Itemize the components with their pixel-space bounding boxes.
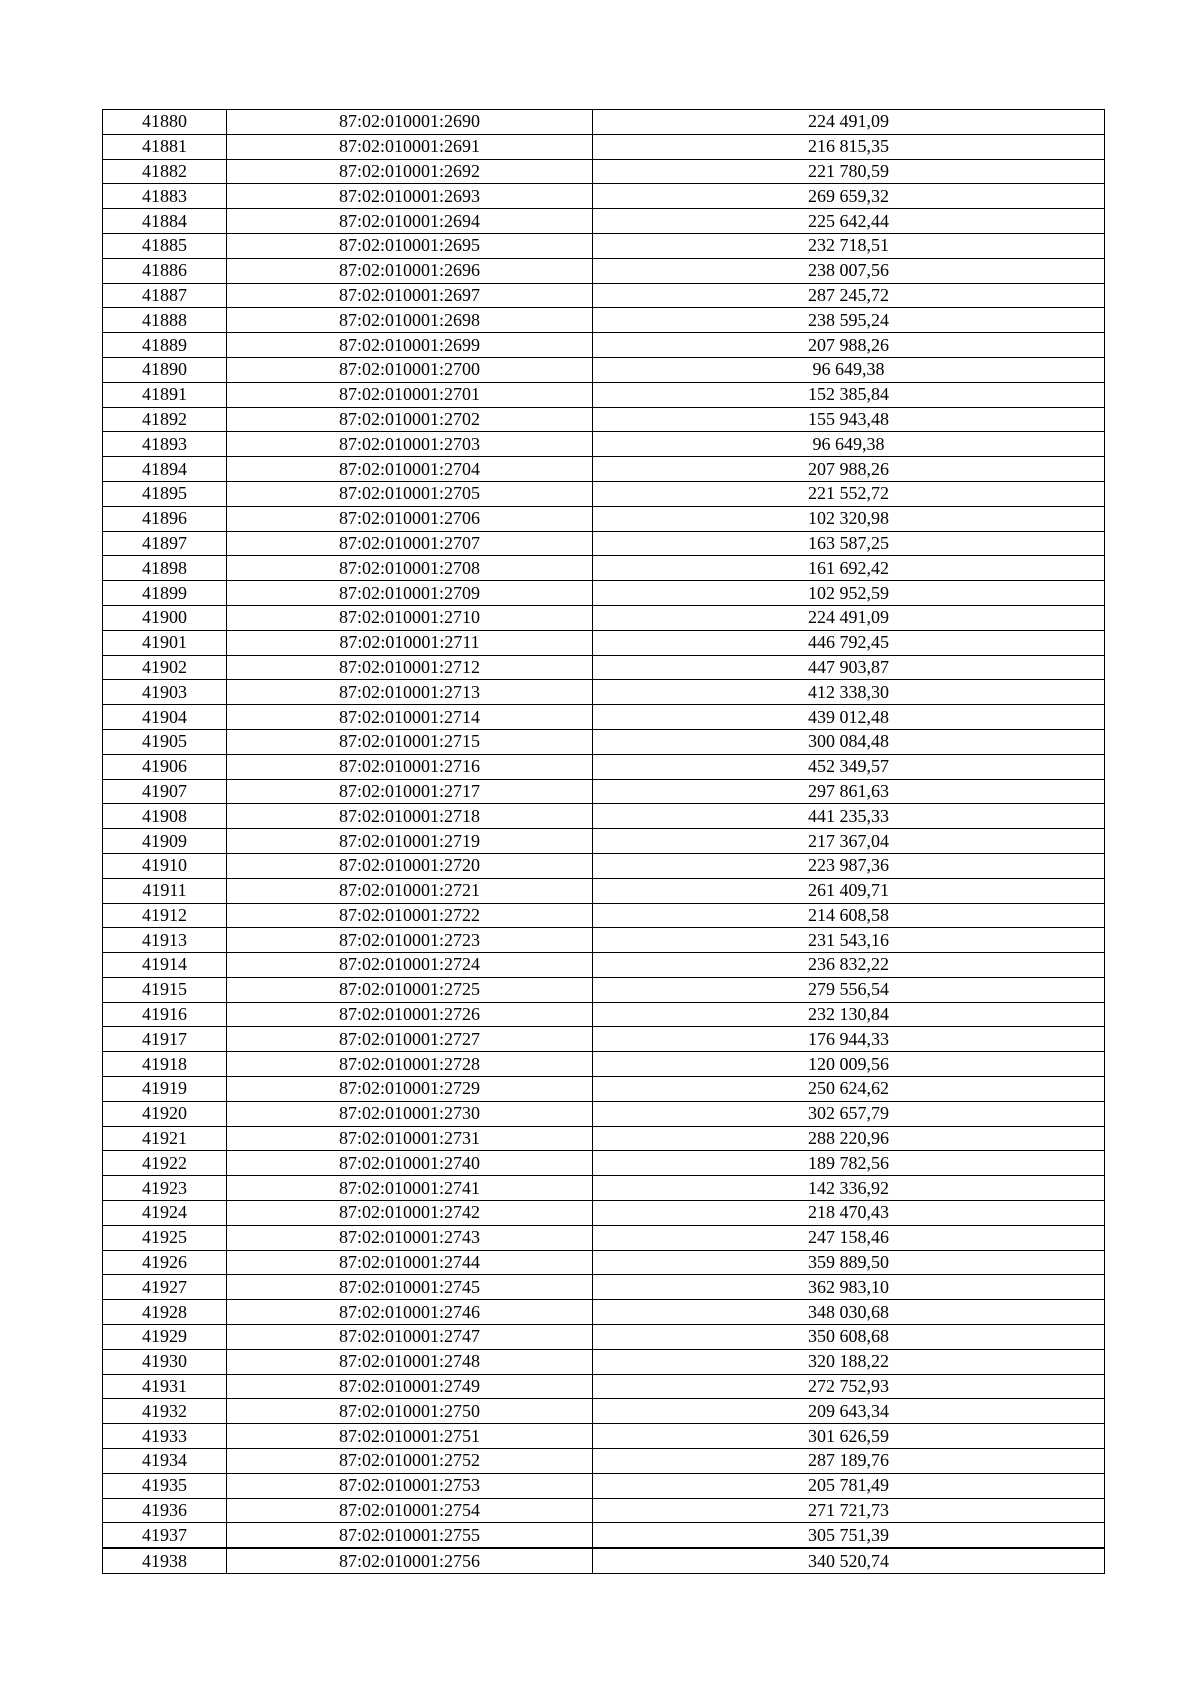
cadastral-value-cell: 217 367,04 [593, 829, 1105, 854]
cadastral-value-cell: 269 659,32 [593, 184, 1105, 209]
cadastral-number-cell: 87:02:010001:2712 [227, 655, 593, 680]
row-number-cell: 41924 [103, 1201, 227, 1226]
row-number-cell: 41912 [103, 903, 227, 928]
cadastral-value-cell: 205 781,49 [593, 1473, 1105, 1498]
row-number-cell: 41934 [103, 1449, 227, 1474]
table-row [103, 804, 1105, 829]
row-number-cell: 41898 [103, 556, 227, 581]
cadastral-number-cell: 87:02:010001:2725 [227, 977, 593, 1002]
cadastral-number-cell: 87:02:010001:2711 [227, 630, 593, 655]
cadastral-number-cell: 87:02:010001:2718 [227, 804, 593, 829]
cadastral-value-cell: 102 952,59 [593, 581, 1105, 606]
cadastral-number-cell: 87:02:010001:2708 [227, 556, 593, 581]
table-row [103, 1002, 1105, 1027]
row-number-cell: 41881 [103, 134, 227, 159]
cadastral-value-cell: 209 643,34 [593, 1399, 1105, 1424]
table-row [103, 1349, 1105, 1374]
row-number-cell: 41922 [103, 1151, 227, 1176]
table-row [103, 357, 1105, 382]
row-number-cell: 41892 [103, 407, 227, 432]
cadastral-number-cell: 87:02:010001:2746 [227, 1300, 593, 1325]
cadastral-number-cell: 87:02:010001:2715 [227, 729, 593, 754]
cadastral-value-cell: 288 220,96 [593, 1126, 1105, 1151]
cadastral-number-cell: 87:02:010001:2724 [227, 953, 593, 978]
cadastral-value-cell: 300 084,48 [593, 729, 1105, 754]
cadastral-number-cell: 87:02:010001:2716 [227, 754, 593, 779]
cadastral-number-cell: 87:02:010001:2731 [227, 1126, 593, 1151]
table-row [103, 283, 1105, 308]
table-row [103, 110, 1105, 135]
cadastral-number-cell: 87:02:010001:2755 [227, 1523, 593, 1548]
row-number-cell: 41935 [103, 1473, 227, 1498]
cadastral-number-cell: 87:02:010001:2726 [227, 1002, 593, 1027]
table-row [103, 1176, 1105, 1201]
row-number-cell: 41921 [103, 1126, 227, 1151]
cadastral-number-cell: 87:02:010001:2719 [227, 829, 593, 854]
row-number-cell: 41895 [103, 481, 227, 506]
table-row [103, 1101, 1105, 1126]
cadastral-number-cell: 87:02:010001:2706 [227, 506, 593, 531]
row-number-cell: 41888 [103, 308, 227, 333]
table-row [103, 1424, 1105, 1449]
cadastral-number-cell: 87:02:010001:2727 [227, 1027, 593, 1052]
table-row [103, 531, 1105, 556]
cadastral-value-cell: 359 889,50 [593, 1250, 1105, 1275]
cadastral-value-cell: 225 642,44 [593, 209, 1105, 234]
cadastral-number-cell: 87:02:010001:2748 [227, 1349, 593, 1374]
table-row [103, 729, 1105, 754]
row-number-cell: 41913 [103, 928, 227, 953]
row-number-cell: 41900 [103, 605, 227, 630]
cadastral-number-cell: 87:02:010001:2702 [227, 407, 593, 432]
cadastral-number-cell: 87:02:010001:2751 [227, 1424, 593, 1449]
cadastral-number-cell: 87:02:010001:2699 [227, 333, 593, 358]
cadastral-value-cell: 261 409,71 [593, 878, 1105, 903]
cadastral-value-cell: 446 792,45 [593, 630, 1105, 655]
table-row [103, 159, 1105, 184]
cadastral-number-cell: 87:02:010001:2752 [227, 1449, 593, 1474]
table-row [103, 233, 1105, 258]
cadastral-number-cell: 87:02:010001:2740 [227, 1151, 593, 1176]
table-row [103, 878, 1105, 903]
cadastral-value-cell: 176 944,33 [593, 1027, 1105, 1052]
table-row [103, 184, 1105, 209]
cadastral-value-cell: 152 385,84 [593, 382, 1105, 407]
cadastral-value-cell: 340 520,74 [593, 1548, 1105, 1573]
table-row [103, 1548, 1105, 1573]
table-row [103, 655, 1105, 680]
cadastral-value-cell: 224 491,09 [593, 605, 1105, 630]
table-row [103, 1275, 1105, 1300]
cadastral-value-cell: 224 491,09 [593, 110, 1105, 135]
cadastral-value-cell: 287 245,72 [593, 283, 1105, 308]
table-row [103, 209, 1105, 234]
cadastral-number-cell: 87:02:010001:2745 [227, 1275, 593, 1300]
row-number-cell: 41920 [103, 1101, 227, 1126]
row-number-cell: 41893 [103, 432, 227, 457]
table-row [103, 605, 1105, 630]
cadastral-number-cell: 87:02:010001:2744 [227, 1250, 593, 1275]
cadastral-number-cell: 87:02:010001:2723 [227, 928, 593, 953]
cadastral-value-cell: 232 718,51 [593, 233, 1105, 258]
cadastral-number-cell: 87:02:010001:2753 [227, 1473, 593, 1498]
cadastral-value-cell: 207 988,26 [593, 333, 1105, 358]
cadastral-number-cell: 87:02:010001:2694 [227, 209, 593, 234]
cadastral-value-cell: 272 752,93 [593, 1374, 1105, 1399]
cadastral-value-cell: 350 608,68 [593, 1325, 1105, 1350]
cadastral-number-cell: 87:02:010001:2750 [227, 1399, 593, 1424]
cadastral-value-cell: 207 988,26 [593, 457, 1105, 482]
row-number-cell: 41902 [103, 655, 227, 680]
cadastral-value-cell: 271 721,73 [593, 1498, 1105, 1523]
table-row [103, 630, 1105, 655]
cadastral-value-cell: 163 587,25 [593, 531, 1105, 556]
cadastral-value-table [102, 109, 1105, 1574]
table-row [103, 1473, 1105, 1498]
cadastral-value-cell: 305 751,39 [593, 1523, 1105, 1548]
row-number-cell: 41907 [103, 779, 227, 804]
table-row [103, 382, 1105, 407]
cadastral-value-cell: 447 903,87 [593, 655, 1105, 680]
cadastral-number-cell: 87:02:010001:2742 [227, 1201, 593, 1226]
row-number-cell: 41880 [103, 110, 227, 135]
table-row [103, 1077, 1105, 1102]
table-row [103, 134, 1105, 159]
table-row [103, 258, 1105, 283]
row-number-cell: 41906 [103, 754, 227, 779]
cadastral-value-cell: 287 189,76 [593, 1449, 1105, 1474]
cadastral-value-cell: 189 782,56 [593, 1151, 1105, 1176]
cadastral-value-cell: 247 158,46 [593, 1225, 1105, 1250]
row-number-cell: 41915 [103, 977, 227, 1002]
cadastral-number-cell: 87:02:010001:2696 [227, 258, 593, 283]
row-number-cell: 41891 [103, 382, 227, 407]
row-number-cell: 41930 [103, 1349, 227, 1374]
cadastral-number-cell: 87:02:010001:2701 [227, 382, 593, 407]
cadastral-value-cell: 214 608,58 [593, 903, 1105, 928]
cadastral-value-cell: 238 595,24 [593, 308, 1105, 333]
cadastral-value-cell: 161 692,42 [593, 556, 1105, 581]
row-number-cell: 41926 [103, 1250, 227, 1275]
cadastral-value-cell: 96 649,38 [593, 432, 1105, 457]
table-row [103, 506, 1105, 531]
row-number-cell: 41885 [103, 233, 227, 258]
row-number-cell: 41886 [103, 258, 227, 283]
cadastral-value-cell: 238 007,56 [593, 258, 1105, 283]
row-number-cell: 41908 [103, 804, 227, 829]
row-number-cell: 41889 [103, 333, 227, 358]
cadastral-value-cell: 250 624,62 [593, 1077, 1105, 1102]
cadastral-number-cell: 87:02:010001:2749 [227, 1374, 593, 1399]
cadastral-number-cell: 87:02:010001:2747 [227, 1325, 593, 1350]
table-row [103, 407, 1105, 432]
cadastral-number-cell: 87:02:010001:2730 [227, 1101, 593, 1126]
table-row [103, 1325, 1105, 1350]
row-number-cell: 41899 [103, 581, 227, 606]
table-row [103, 1449, 1105, 1474]
table-row [103, 1523, 1105, 1548]
cadastral-value-cell: 452 349,57 [593, 754, 1105, 779]
cadastral-value-cell: 301 626,59 [593, 1424, 1105, 1449]
cadastral-value-cell: 221 552,72 [593, 481, 1105, 506]
table-row [103, 1225, 1105, 1250]
cadastral-value-cell: 120 009,56 [593, 1052, 1105, 1077]
cadastral-value-cell: 348 030,68 [593, 1300, 1105, 1325]
cadastral-number-cell: 87:02:010001:2722 [227, 903, 593, 928]
cadastral-number-cell: 87:02:010001:2707 [227, 531, 593, 556]
row-number-cell: 41910 [103, 853, 227, 878]
table-row [103, 333, 1105, 358]
cadastral-value-cell: 441 235,33 [593, 804, 1105, 829]
table-row [103, 754, 1105, 779]
table-row [103, 1052, 1105, 1077]
cadastral-number-cell: 87:02:010001:2729 [227, 1077, 593, 1102]
cadastral-number-cell: 87:02:010001:2728 [227, 1052, 593, 1077]
cadastral-number-cell: 87:02:010001:2721 [227, 878, 593, 903]
row-number-cell: 41914 [103, 953, 227, 978]
table-row [103, 481, 1105, 506]
table-row [103, 977, 1105, 1002]
table-row [103, 779, 1105, 804]
cadastral-value-cell: 279 556,54 [593, 977, 1105, 1002]
row-number-cell: 41905 [103, 729, 227, 754]
row-number-cell: 41919 [103, 1077, 227, 1102]
cadastral-value-cell: 102 320,98 [593, 506, 1105, 531]
cadastral-number-cell: 87:02:010001:2700 [227, 357, 593, 382]
cadastral-number-cell: 87:02:010001:2720 [227, 853, 593, 878]
cadastral-number-cell: 87:02:010001:2693 [227, 184, 593, 209]
row-number-cell: 41929 [103, 1325, 227, 1350]
table-row [103, 432, 1105, 457]
table-row [103, 1250, 1105, 1275]
cadastral-number-cell: 87:02:010001:2756 [227, 1548, 593, 1573]
row-number-cell: 41931 [103, 1374, 227, 1399]
cadastral-number-cell: 87:02:010001:2704 [227, 457, 593, 482]
cadastral-value-cell: 96 649,38 [593, 357, 1105, 382]
cadastral-value-cell: 412 338,30 [593, 680, 1105, 705]
table-row [103, 556, 1105, 581]
row-number-cell: 41938 [103, 1548, 227, 1573]
table-row [103, 581, 1105, 606]
table-row [103, 1498, 1105, 1523]
table-row [103, 853, 1105, 878]
cadastral-number-cell: 87:02:010001:2709 [227, 581, 593, 606]
row-number-cell: 41887 [103, 283, 227, 308]
table-row [103, 680, 1105, 705]
table-row [103, 1399, 1105, 1424]
cadastral-number-cell: 87:02:010001:2692 [227, 159, 593, 184]
cadastral-number-cell: 87:02:010001:2714 [227, 705, 593, 730]
table-row [103, 1027, 1105, 1052]
cadastral-number-cell: 87:02:010001:2710 [227, 605, 593, 630]
cadastral-value-cell: 362 983,10 [593, 1275, 1105, 1300]
table-body [103, 110, 1105, 1574]
table-row [103, 928, 1105, 953]
row-number-cell: 41883 [103, 184, 227, 209]
table-row [103, 1151, 1105, 1176]
row-number-cell: 41909 [103, 829, 227, 854]
table-row [103, 705, 1105, 730]
cadastral-number-cell: 87:02:010001:2703 [227, 432, 593, 457]
row-number-cell: 41917 [103, 1027, 227, 1052]
cadastral-value-cell: 218 470,43 [593, 1201, 1105, 1226]
row-number-cell: 41936 [103, 1498, 227, 1523]
cadastral-value-cell: 236 832,22 [593, 953, 1105, 978]
row-number-cell: 41932 [103, 1399, 227, 1424]
cadastral-number-cell: 87:02:010001:2713 [227, 680, 593, 705]
row-number-cell: 41904 [103, 705, 227, 730]
row-number-cell: 41894 [103, 457, 227, 482]
cadastral-value-cell: 320 188,22 [593, 1349, 1105, 1374]
table-row [103, 829, 1105, 854]
row-number-cell: 41925 [103, 1225, 227, 1250]
row-number-cell: 41903 [103, 680, 227, 705]
row-number-cell: 41897 [103, 531, 227, 556]
cadastral-number-cell: 87:02:010001:2691 [227, 134, 593, 159]
cadastral-value-cell: 232 130,84 [593, 1002, 1105, 1027]
row-number-cell: 41923 [103, 1176, 227, 1201]
row-number-cell: 41911 [103, 878, 227, 903]
row-number-cell: 41918 [103, 1052, 227, 1077]
cadastral-value-cell: 216 815,35 [593, 134, 1105, 159]
row-number-cell: 41933 [103, 1424, 227, 1449]
cadastral-value-cell: 142 336,92 [593, 1176, 1105, 1201]
cadastral-number-cell: 87:02:010001:2695 [227, 233, 593, 258]
cadastral-number-cell: 87:02:010001:2717 [227, 779, 593, 804]
cadastral-value-cell: 223 987,36 [593, 853, 1105, 878]
cadastral-number-cell: 87:02:010001:2705 [227, 481, 593, 506]
row-number-cell: 41901 [103, 630, 227, 655]
cadastral-value-cell: 155 943,48 [593, 407, 1105, 432]
cadastral-number-cell: 87:02:010001:2698 [227, 308, 593, 333]
row-number-cell: 41890 [103, 357, 227, 382]
row-number-cell: 41896 [103, 506, 227, 531]
table-row [103, 1300, 1105, 1325]
row-number-cell: 41927 [103, 1275, 227, 1300]
table-row [103, 457, 1105, 482]
cadastral-value-cell: 231 543,16 [593, 928, 1105, 953]
cadastral-value-cell: 221 780,59 [593, 159, 1105, 184]
cadastral-value-cell: 297 861,63 [593, 779, 1105, 804]
cadastral-value-cell: 302 657,79 [593, 1101, 1105, 1126]
row-number-cell: 41928 [103, 1300, 227, 1325]
table-row [103, 1201, 1105, 1226]
row-number-cell: 41937 [103, 1523, 227, 1548]
table-row [103, 953, 1105, 978]
cadastral-number-cell: 87:02:010001:2743 [227, 1225, 593, 1250]
cadastral-number-cell: 87:02:010001:2741 [227, 1176, 593, 1201]
table-row [103, 903, 1105, 928]
cadastral-number-cell: 87:02:010001:2690 [227, 110, 593, 135]
row-number-cell: 41916 [103, 1002, 227, 1027]
cadastral-value-cell: 439 012,48 [593, 705, 1105, 730]
table-row [103, 1374, 1105, 1399]
row-number-cell: 41884 [103, 209, 227, 234]
table-row [103, 1126, 1105, 1151]
cadastral-number-cell: 87:02:010001:2754 [227, 1498, 593, 1523]
row-number-cell: 41882 [103, 159, 227, 184]
table-row [103, 308, 1105, 333]
cadastral-number-cell: 87:02:010001:2697 [227, 283, 593, 308]
